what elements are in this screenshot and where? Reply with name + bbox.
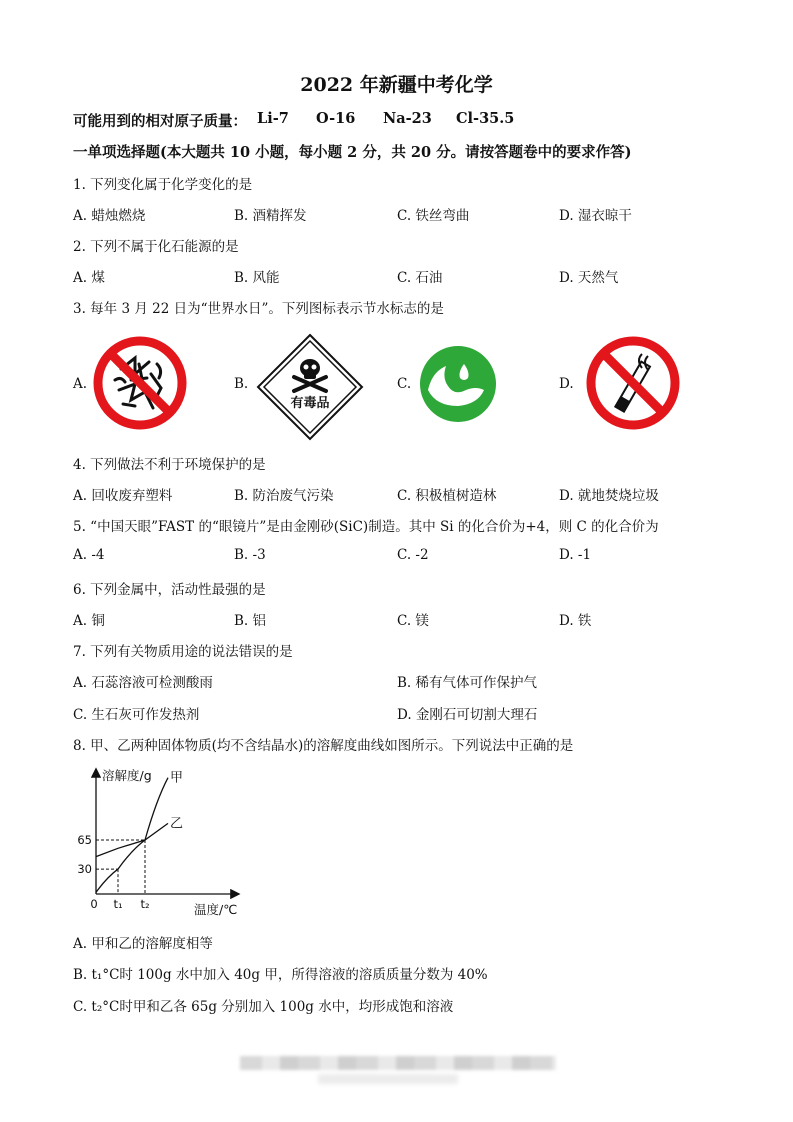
question-7: 7. 下列有关物质用途的说法错误的是 (73, 644, 293, 660)
q7-option-d: D. 金刚石可切割大理石 (397, 707, 538, 723)
question-8: 8. 甲、乙两种固体物质(均不含结晶水)的溶解度曲线如图所示。下列说法中正确的是 (73, 738, 574, 754)
y-axis-label: 溶解度/g (102, 768, 152, 783)
q1-option-a: A. 蜡烛燃烧 (73, 208, 146, 224)
q4-option-d: D. 就地焚烧垃圾 (559, 488, 659, 504)
atomic-mass-label: 可能用到的相对原子质量： (73, 113, 247, 130)
q8-option-a: A. 甲和乙的溶解度相等 (73, 936, 213, 952)
q4-option-b: B. 防治废气污染 (234, 488, 334, 504)
blurred-footer (240, 1056, 556, 1070)
q4-option-c: C. 积极植树造林 (397, 488, 497, 504)
atomic-mass-li: Li-7 (257, 110, 289, 127)
q5-option-a: A. -4 (73, 547, 105, 563)
series-label-yi: 乙 (170, 816, 184, 832)
q2-option-c: C. 石油 (397, 270, 443, 286)
q6-option-d: D. 铁 (559, 613, 592, 629)
question-5: 5. “中国天眼”FAST 的“眼镜片”是由金刚砂(SiC)制造。其中 Si 的化合价为+4，则 C 的化合价为 (73, 519, 659, 535)
no-burning-icon (91, 334, 189, 432)
question-2: 2. 下列不属于化石能源的是 (73, 239, 239, 255)
q5-option-c: C. -2 (397, 547, 429, 563)
q3-label-b: B. (234, 376, 249, 392)
q5-option-b: B. -3 (234, 547, 266, 563)
q8-option-b: B. t₁°C时 100g 水中加入 40g 甲，所得溶液的溶质质量分数为 40% (73, 967, 488, 983)
poison-icon-label: 有毒品 (290, 396, 330, 411)
q7-option-c: C. 生石灰可作发热剂 (73, 707, 200, 723)
section-heading: 一单项选择题(本大题共 10 小题，每小题 2 分，共 20 分。请按答题卷中的要求作答) (73, 144, 632, 161)
question-1: 1. 下列变化属于化学变化的是 (73, 177, 253, 193)
x-tick-0: 0 (90, 897, 98, 911)
water-saving-icon (418, 344, 498, 424)
x-tick-2: t₂ (140, 897, 150, 911)
q6-option-c: C. 镁 (397, 613, 429, 629)
q1-option-b: B. 酒精挥发 (234, 208, 307, 224)
series-curve-jia (96, 778, 168, 893)
no-smoking-icon (584, 334, 682, 432)
question-3: 3. 每年 3 月 22 日为“世界水日”。下列图标表示节水标志的是 (73, 301, 444, 317)
y-tick-30: 30 (77, 862, 92, 877)
y-tick-65: 65 (77, 833, 92, 847)
atomic-mass-cl: Cl-35.5 (456, 110, 515, 127)
q1-option-c: C. 铁丝弯曲 (397, 208, 470, 224)
page-title: 2022 年新疆中考化学 (300, 74, 493, 96)
blurred-footer-line (318, 1074, 458, 1084)
solubility-chart (70, 762, 260, 922)
q7-option-b: B. 稀有气体可作保护气 (397, 675, 538, 691)
x-tick-1: t₁ (113, 897, 123, 911)
q2-option-d: D. 天然气 (559, 270, 619, 286)
question-4: 4. 下列做法不利于环境保护的是 (73, 457, 266, 473)
q4-option-a: A. 回收废弃塑料 (73, 488, 173, 504)
q6-option-b: B. 铝 (234, 613, 267, 629)
q6-option-a: A. 铜 (73, 613, 105, 629)
q3-label-a: A. (73, 376, 88, 392)
q3-label-c: C. (397, 376, 412, 392)
q2-option-b: B. 风能 (234, 270, 280, 286)
atomic-mass-o: O-16 (316, 110, 356, 127)
q3-label-d: D. (559, 376, 574, 392)
q7-option-a: A. 石蕊溶液可检测酸雨 (73, 675, 213, 691)
poison-icon (256, 333, 364, 441)
q8-option-c: C. t₂°C时甲和乙各 65g 分别加入 100g 水中，均形成饱和溶液 (73, 999, 454, 1015)
q2-option-a: A. 煤 (73, 270, 105, 286)
series-label-jia: 甲 (170, 770, 184, 786)
atomic-mass-na: Na-23 (383, 110, 432, 127)
q5-option-d: D. -1 (559, 547, 592, 563)
x-axis-label: 温度/℃ (194, 902, 238, 917)
q1-option-d: D. 湿衣晾干 (559, 208, 632, 224)
question-6: 6. 下列金属中，活动性最强的是 (73, 582, 266, 598)
